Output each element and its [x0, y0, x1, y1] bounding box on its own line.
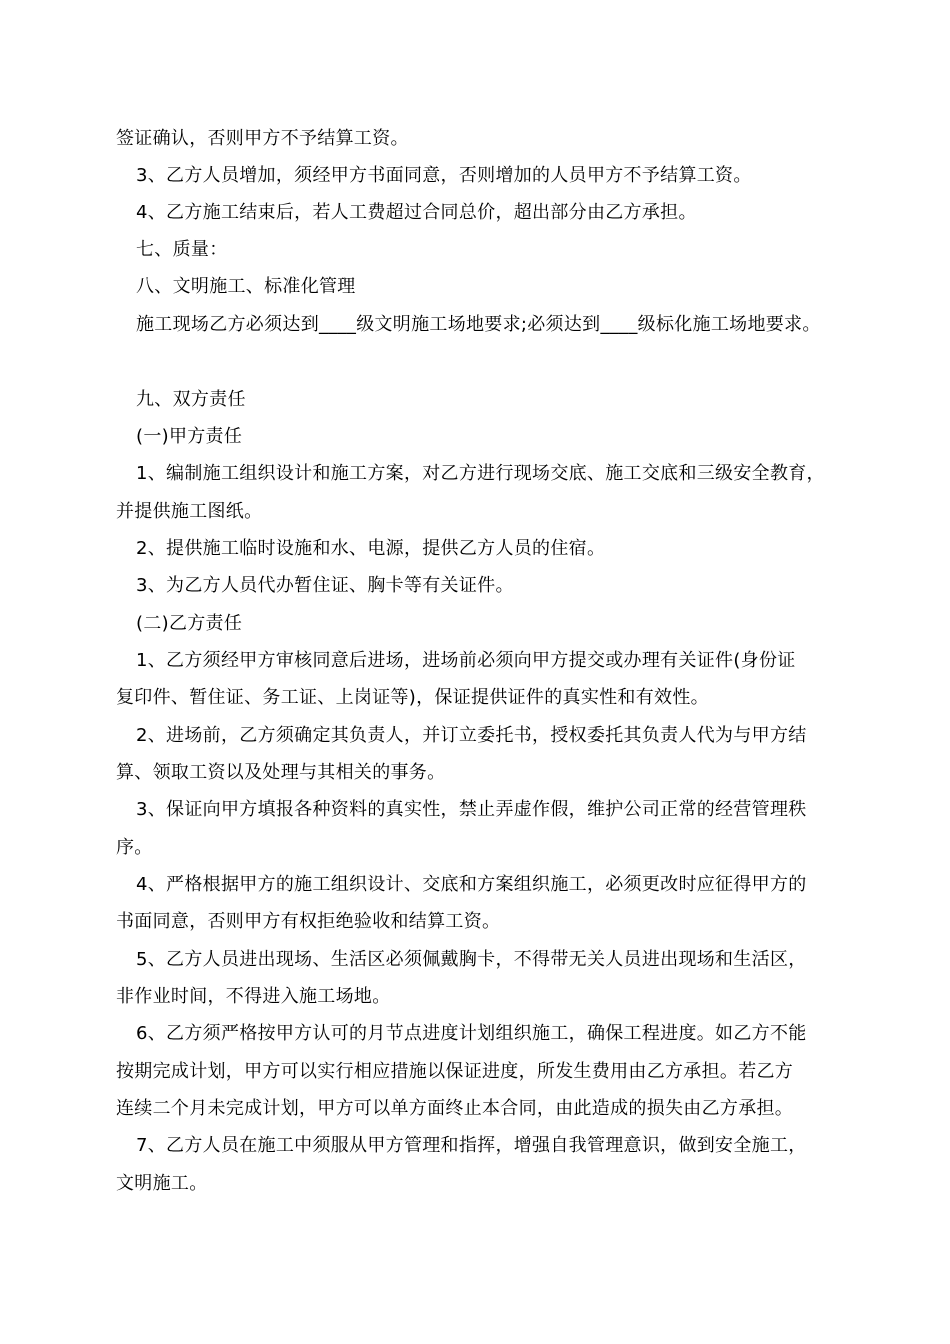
party-a-heading: (一)甲方责任 — [136, 426, 243, 447]
party-b-item-5-line-1: 5、乙方人员进出现场、生活区必须佩戴胸卡，不得带无关人员进出现场和生活区， — [136, 949, 807, 970]
party-b-item-6-line-2: 按期完成计划，甲方可以实行相应措施以保证进度，所发生费用由乙方承担。若乙方 — [116, 1061, 794, 1082]
section-9-heading: 九、双方责任 — [136, 389, 246, 410]
party-b-item-2-line-1: 2、进场前，乙方须确定其负责人，并订立委托书，授权委托其负责人代为与甲方结 — [136, 725, 807, 746]
party-b-item-6-line-3: 连续二个月未完成计划，甲方可以单方面终止本合同，由此造成的损失由乙方承担。 — [116, 1098, 794, 1119]
section-7-heading: 七、质量： — [136, 239, 228, 260]
party-b-item-4-line-2: 书面同意，否则甲方有权拒绝验收和结算工资。 — [116, 911, 501, 932]
party-a-item-1-line-1: 1、编制施工组织设计和施工方案，对乙方进行现场交底、施工交底和三级安全教育， — [136, 463, 825, 484]
party-a-item-1-line-2: 并提供施工图纸。 — [116, 501, 263, 522]
party-b-item-7-line-1: 7、乙方人员在施工中须服从甲方管理和指挥，增强自我管理意识，做到安全施工， — [136, 1135, 807, 1156]
clause-4-line: 4、乙方施工结束后，若人工费超过合同总价，超出部分由乙方承担。 — [136, 202, 697, 223]
party-a-item-3: 3、为乙方人员代办暂住证、胸卡等有关证件。 — [136, 575, 514, 596]
party-b-item-1-line-2: 复印件、暂住证、务工证、上岗证等)，保证提供证件的真实性和有效性。 — [116, 687, 709, 708]
party-b-item-4-line-1: 4、严格根据甲方的施工组织设计、交底和方案组织施工，必须更改时应征得甲方的 — [136, 874, 807, 895]
party-b-item-1-line-1: 1、乙方须经甲方审核同意后进场，进场前必须向甲方提交或办理有关证件(身份证 — [136, 650, 796, 671]
paragraph-line: 签证确认，否则甲方不予结算工资。 — [116, 128, 409, 149]
party-a-item-2: 2、提供施工临时设施和水、电源，提供乙方人员的住宿。 — [136, 538, 606, 559]
party-b-item-3-line-1: 3、保证向甲方填报各种资料的真实性，禁止弄虚作假，维护公司正常的经营管理秩 — [136, 799, 807, 820]
party-b-heading: (二)乙方责任 — [136, 613, 243, 634]
party-b-item-5-line-2: 非作业时间，不得进入施工场地。 — [116, 986, 391, 1007]
clause-3-line: 3、乙方人员增加，须经甲方书面同意，否则增加的人员甲方不予结算工资。 — [136, 165, 752, 186]
party-b-item-6-line-1: 6、乙方须严格按甲方认可的月节点进度计划组织施工，确保工程进度。如乙方不能 — [136, 1023, 807, 1044]
section-8-text: 施工现场乙方必须达到____级文明施工场地要求;必须达到____级标化施工场地要求。 — [136, 314, 821, 335]
section-8-heading: 八、文明施工、标准化管理 — [136, 276, 356, 297]
party-b-item-7-line-2: 文明施工。 — [116, 1173, 208, 1194]
party-b-item-2-line-2: 算、领取工资以及处理与其相关的事务。 — [116, 762, 446, 783]
party-b-item-3-line-2: 序。 — [116, 837, 153, 858]
